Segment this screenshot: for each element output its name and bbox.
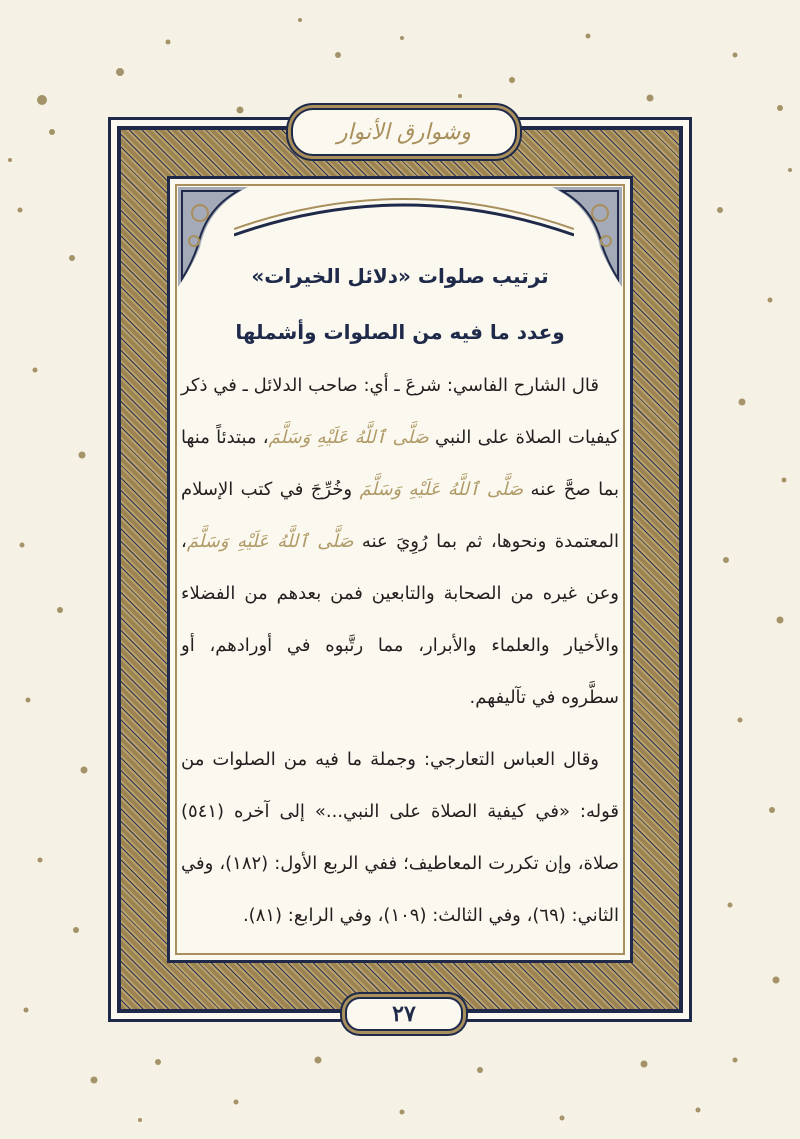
paragraph-fasi-part-3: وخُرِّجَ في كتب الإسلام المعتمدة ونحوها، ثم بما رُوِيَ عنه	[181, 479, 619, 552]
section-heading-line-2: وعدد ما فيه من الصلوات وأشملها	[235, 320, 565, 344]
paragraph-fasi-part-2: ، مبتدئاً منها بما صحَّ عنه	[181, 427, 619, 500]
page-number: ٢٧	[392, 1001, 416, 1027]
salawat-honorific: صَلَّى ٱللَّهُ عَلَيْهِ وَسَلَّمَ	[268, 427, 429, 448]
salawat-honorific: صَلَّى ٱللَّهُ عَلَيْهِ وَسَلَّمَ	[359, 479, 524, 500]
paragraph-fasi	[181, 360, 619, 724]
section-heading-line-1: ترتيب صلوات «دلائل الخيرات»	[251, 264, 549, 288]
paragraph-fasi-part-4: ، وعن غيره من الصحابة والتابعين فمن بعدهم من الفضلاء والأخيار والعلماء والأبرار، مما رتَّبوه في أورادهم، أو سطَّروه في تآليفهم.	[181, 531, 619, 708]
paragraph-fasi-part-1: قال الشارح الفاسي: شرعَ ـ أي: صاحب الدلائل ـ في ذكر كيفيات الصلاة على النبي	[181, 375, 619, 448]
ornamental-page-frame	[108, 117, 692, 1027]
page-number-cartouche	[345, 997, 463, 1031]
paragraph-taarji: وقال العباس التعارجي: وجملة ما فيه من الصلوات من قوله: «في كيفية الصلاة على النبي...» إلى آخره (٥٤١) صلاة، وإن تكررت المعاطيف؛ ففي الربع الأول: (١٨٢)، وفي الثاني: (٦٩)، وفي الثالث: (١٠٩)، وفي الرابع: (٨١).	[181, 749, 619, 926]
arabesque-top-ornament	[234, 185, 574, 239]
page-content	[181, 248, 619, 942]
book-title-cartouche	[291, 108, 517, 156]
salawat-honorific: صَلَّى ٱللَّهُ عَلَيْهِ وَسَلَّمَ	[186, 531, 354, 552]
book-title: وشوارق الأنوار	[336, 119, 472, 145]
